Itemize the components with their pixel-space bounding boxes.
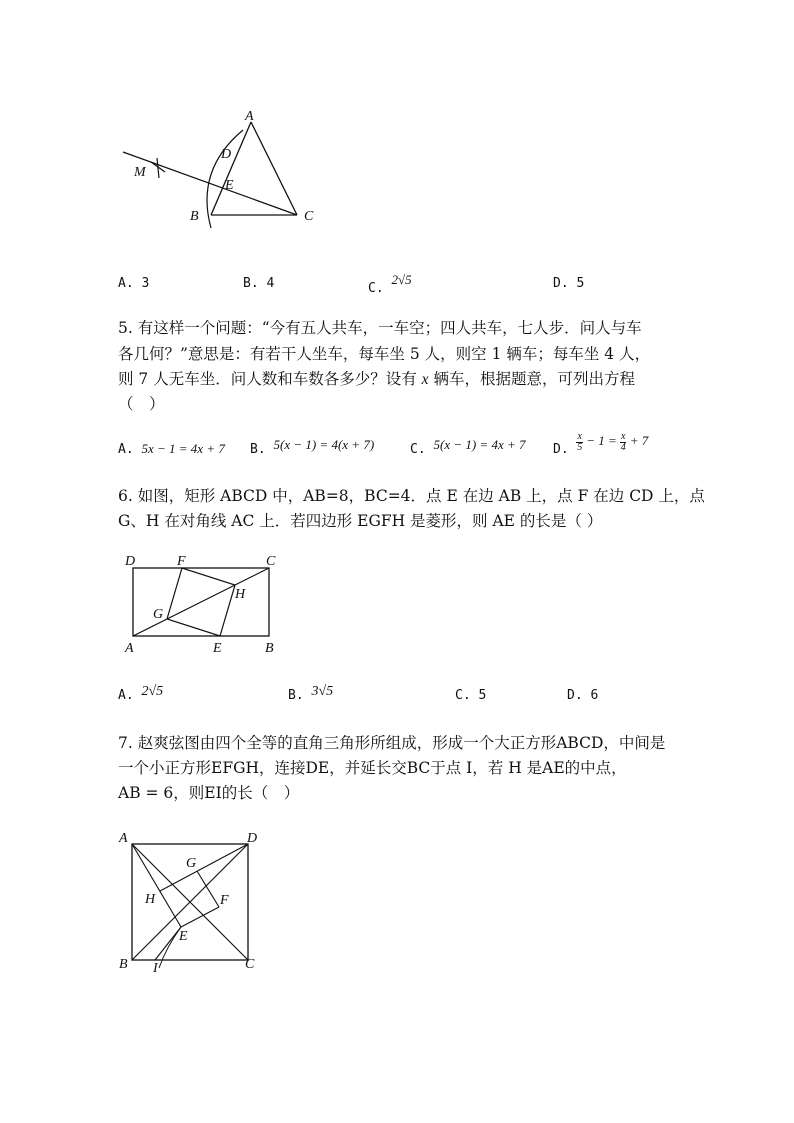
option-letter: A. bbox=[118, 276, 134, 291]
label-d: D bbox=[221, 147, 232, 162]
option-letter: D. bbox=[553, 442, 569, 458]
option-letter: D. bbox=[553, 276, 569, 291]
label-d: D bbox=[247, 831, 258, 846]
option-value: 4 bbox=[266, 276, 275, 291]
q7-line-2: 一个小正方形EFGH，连接DE，并延长交BC于点 I，若 H 是AE的中点， bbox=[118, 759, 627, 777]
q5-line-3b: 辆车，根据题意，可列出方程 bbox=[428, 370, 635, 388]
label-a: A bbox=[119, 831, 128, 846]
option-expression bbox=[576, 431, 649, 453]
label-c: C bbox=[266, 554, 276, 569]
label-c: C bbox=[245, 957, 255, 972]
segment-ab bbox=[211, 122, 251, 215]
label-e: E bbox=[225, 178, 234, 193]
expression-tail: + 7 bbox=[626, 433, 649, 449]
figure-q4-triangle bbox=[115, 100, 335, 235]
option-letter: A. bbox=[118, 442, 134, 457]
q5-line-3 bbox=[118, 367, 635, 392]
option-expression: 5(x − 1) = 4(x + 7) bbox=[273, 437, 375, 452]
q5-line-1: 5. 有这样一个问题：“今有五人共车，一车空；四人共车，七人步．问人与车 bbox=[118, 319, 642, 337]
option-letter: A. bbox=[118, 688, 134, 703]
q7-line-3: AB = 6，则EI的长（ ） bbox=[118, 784, 300, 802]
label-h: H bbox=[145, 892, 156, 907]
q5-option-b[interactable] bbox=[250, 437, 375, 457]
q5-option-a[interactable] bbox=[118, 441, 225, 457]
label-a: A bbox=[125, 641, 134, 656]
q5-option-d[interactable] bbox=[553, 431, 649, 458]
q4-option-d[interactable] bbox=[553, 276, 584, 291]
label-g: G bbox=[186, 856, 197, 871]
label-h: H bbox=[235, 587, 246, 602]
label-m: M bbox=[134, 165, 146, 180]
option-value: 2√5 bbox=[391, 272, 412, 287]
figure-q6-rectangle bbox=[115, 548, 290, 658]
label-b: B bbox=[265, 641, 274, 656]
label-d: D bbox=[125, 554, 136, 569]
option-expression: 5x − 1 = 4x + 7 bbox=[141, 441, 225, 456]
denominator: 5 bbox=[577, 442, 583, 453]
option-value: 2√5 bbox=[141, 684, 164, 699]
figure-q7-zhao-shuang bbox=[115, 828, 265, 978]
q6-line-1: 6. 如图，矩形 ABCD 中，AB=8，BC=4．点 E 在边 AB 上，点 F 在边 CD 上，点 bbox=[118, 487, 705, 505]
option-letter: B. bbox=[250, 442, 266, 457]
label-e: E bbox=[213, 641, 222, 656]
q5-variable: x bbox=[421, 371, 429, 388]
label-e: E bbox=[179, 929, 188, 944]
q5-answer-bracket: （ ） bbox=[118, 395, 165, 413]
option-letter: C. bbox=[410, 442, 426, 457]
label-a: A bbox=[245, 109, 254, 124]
option-letter: C. bbox=[368, 281, 384, 296]
option-value: 5 bbox=[576, 276, 585, 291]
q5-line-3a: 则 7 人无车坐．问人数和车数各多少？设有 bbox=[118, 370, 422, 388]
label-i: I bbox=[153, 961, 158, 976]
option-letter: C. bbox=[455, 688, 471, 703]
q4-option-c[interactable] bbox=[368, 272, 412, 296]
line-f-to-e bbox=[181, 907, 219, 927]
option-value: 5 bbox=[478, 688, 487, 703]
q5-line-2: 各几何？”意思是：有若干人坐车，每车坐 5 人，则空 1 辆车；每车坐 4 人， bbox=[118, 345, 651, 363]
option-value: 3√5 bbox=[311, 684, 334, 699]
label-b: B bbox=[119, 957, 128, 972]
label-f: F bbox=[220, 893, 229, 908]
option-expression: 5(x − 1) = 4x + 7 bbox=[433, 437, 526, 452]
q4-option-a[interactable] bbox=[118, 276, 149, 291]
option-letter: D. bbox=[567, 688, 583, 703]
q6-option-c[interactable] bbox=[455, 688, 486, 703]
q6-line-2: G、H 在对角线 AC 上．若四边形 EGFH 是菱形，则 AE 的长是（ ） bbox=[118, 512, 603, 530]
label-c: C bbox=[304, 209, 314, 224]
q6-option-a[interactable] bbox=[118, 684, 164, 703]
option-value: 3 bbox=[141, 276, 150, 291]
q5-option-c[interactable] bbox=[410, 437, 526, 457]
option-value: 6 bbox=[590, 688, 599, 703]
line-h-to-d bbox=[160, 844, 248, 891]
q7-line-1: 7. 赵爽弦图由四个全等的直角三角形所组成，形成一个大正方形ABCD，中间是 bbox=[118, 734, 666, 752]
label-g: G bbox=[153, 607, 164, 622]
numerator: x bbox=[577, 431, 582, 442]
denominator: 4 bbox=[620, 442, 626, 453]
q4-option-b[interactable] bbox=[243, 276, 274, 291]
q6-option-d[interactable] bbox=[567, 688, 598, 703]
label-f: F bbox=[177, 554, 186, 569]
expression-middle: − 1 = bbox=[582, 433, 620, 449]
diagonal-ac bbox=[133, 568, 269, 636]
numerator: x bbox=[620, 431, 626, 442]
option-letter: B. bbox=[243, 276, 259, 291]
option-letter: B. bbox=[288, 688, 304, 703]
arc-to-i bbox=[159, 927, 181, 968]
q6-option-b[interactable] bbox=[288, 684, 334, 703]
label-b: B bbox=[190, 209, 199, 224]
